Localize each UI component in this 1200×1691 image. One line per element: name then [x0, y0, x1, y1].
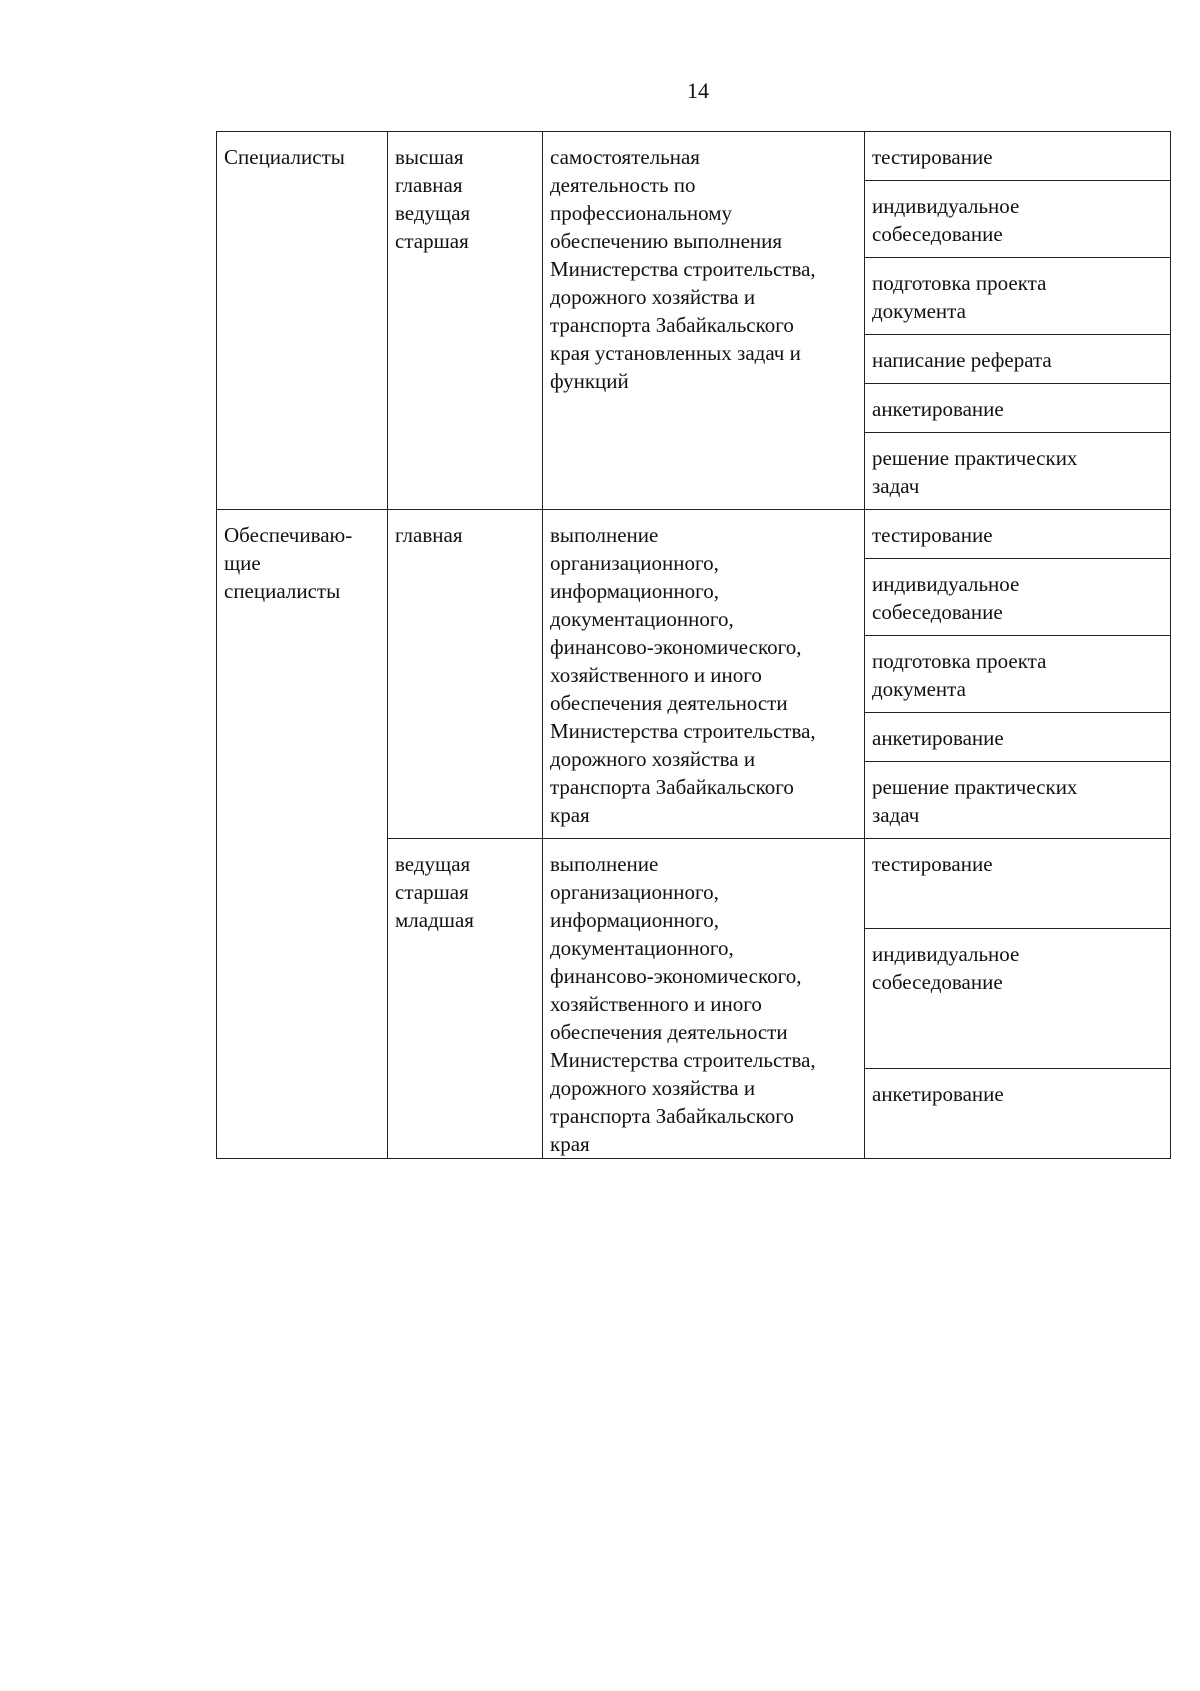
method-cell: решение практических задач	[865, 762, 1171, 839]
method-cell: тестирование	[865, 132, 1171, 181]
method-cell: анкетирование	[865, 1069, 1171, 1159]
grade-cell: ведущая старшая младшая	[388, 839, 543, 1159]
description-cell: самостоятельная деятельность по профессиональному обеспечению выполнения Министерства строительства, дорожного хозяйства и транспорта Забайкальского края установленных задач и функций	[543, 132, 865, 510]
qualification-table	[216, 131, 1171, 1159]
method-cell: написание реферата	[865, 335, 1171, 384]
method-cell: индивидуальное собеседование	[865, 928, 1171, 1069]
method-cell: тестирование	[865, 510, 1171, 559]
method-cell: подготовка проекта документа	[865, 636, 1171, 713]
table-row	[217, 132, 1171, 181]
grade-cell: высшая главная ведущая старшая	[388, 132, 543, 510]
table-row	[217, 510, 1171, 559]
description-cell: выполнение организационного, информационного, документационного, финансово-экономического, хозяйственного и иного обеспечения деятельности Министерства строительства, дорожного хозяйства и транспорта Забайкальского края	[543, 839, 865, 1159]
category-cell: Обеспечиваю- щие специалисты	[217, 510, 388, 1159]
method-cell: анкетирование	[865, 384, 1171, 433]
category-cell: Специалисты	[217, 132, 388, 510]
method-cell: анкетирование	[865, 713, 1171, 762]
grade-cell: главная	[388, 510, 543, 839]
method-cell: решение практических задач	[865, 433, 1171, 510]
method-cell: тестирование	[865, 839, 1171, 929]
page-number: 14	[687, 78, 709, 103]
description-cell: выполнение организационного, информационного, документационного, финансово-экономического, хозяйственного и иного обеспечения деятельности Министерства строительства, дорожного хозяйства и транспорта Забайкальского края	[543, 510, 865, 839]
method-cell: индивидуальное собеседование	[865, 181, 1171, 258]
method-cell: индивидуальное собеседование	[865, 559, 1171, 636]
method-cell: подготовка проекта документа	[865, 258, 1171, 335]
